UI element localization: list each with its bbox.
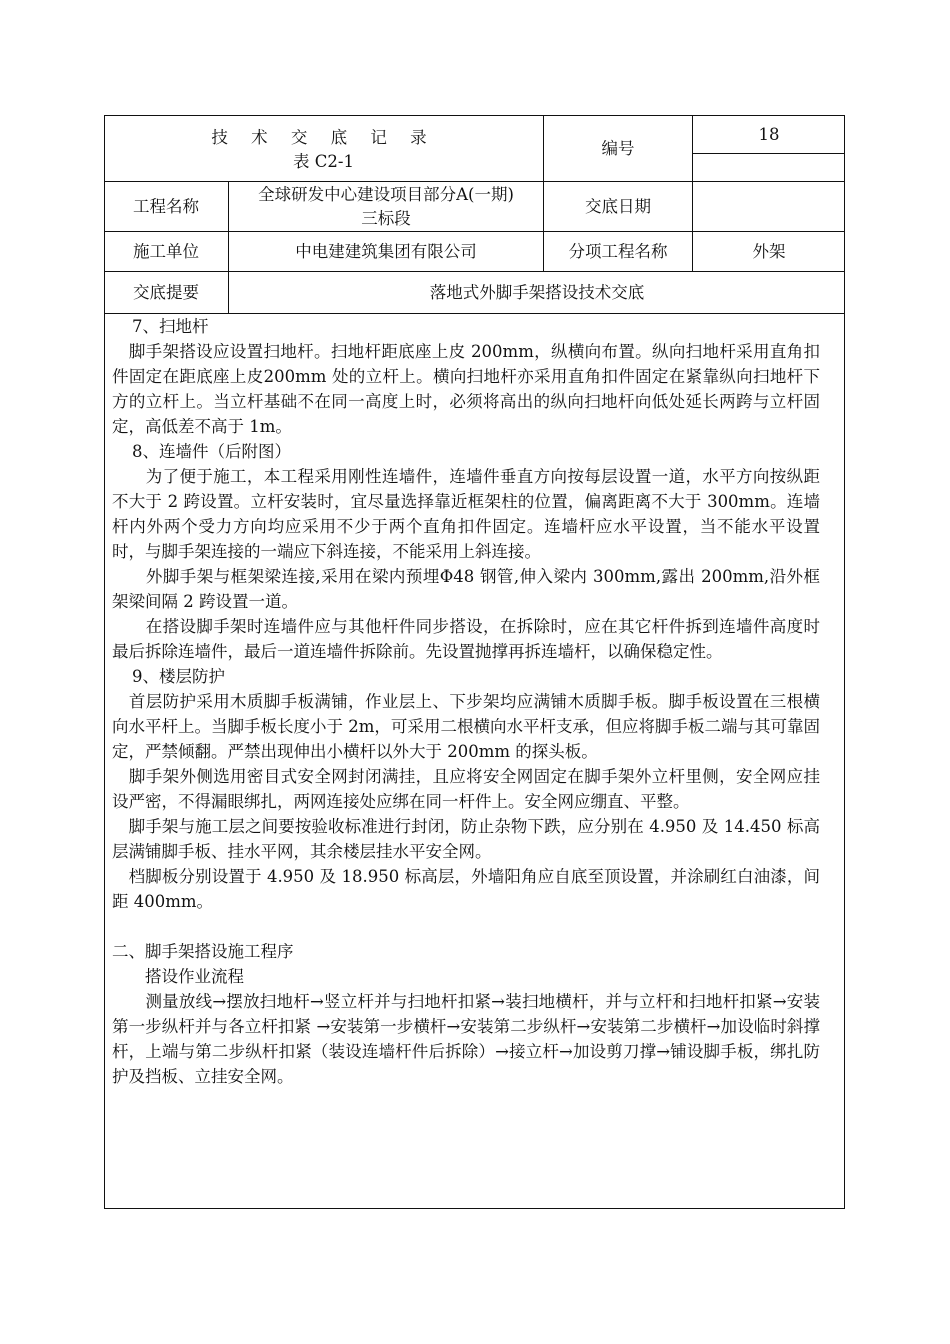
- section-heading: 二、脚手架搭设施工程序: [112, 942, 294, 961]
- subheading: 搭设作业流程: [112, 967, 244, 986]
- sub-value-cell: [693, 232, 845, 271]
- form-title-cell: [104, 118, 543, 181]
- unit-value-cell: [229, 232, 543, 271]
- sub-label-cell: [544, 232, 692, 271]
- paragraph: 为了便于施工，本工程采用刚性连墙件，连墙件垂直方向按每层设置一道，水平方向按纵距不大于 2 跨设置。立杆安装时，宜尽量选择靠近框架柱的位置，偏离距离不大于 300mm。连墙杆内外两个受力方向均应采用不少于两个直角扣件固定。连墙杆应水平设置，当不能水平设置时，与脚手架连接的一端应下斜连接，不能采用上斜连接。: [112, 467, 820, 561]
- project-value-line1: 全球研发中心建设项目部分A(一期): [258, 184, 514, 204]
- paragraph: 首层防护采用木质脚手板满铺，作业层上、下步架均应满铺木质脚手板。脚手板设置在三根横向水平杆上。当脚手板长度小于 2m，可采用二根横向水平杆支承，但应将脚手板二端与其可靠固定，严禁倾翻。严禁出现伸出小横杆以外大于 200mm 的探头板。: [112, 692, 820, 761]
- project-label: 工程名称: [133, 196, 199, 216]
- date-label: 交底日期: [585, 196, 651, 216]
- paragraph: 脚手架搭设应设置扫地杆。扫地杆距底座上皮 200mm，纵横向布置。纵向扫地杆采用直角扣件固定在距底座上皮200mm 处的立杆上。横向扫地杆亦采用直角扣件固定在紧靠纵向扫地杆下方的立杆上。当立杆基础不在同一高度上时，必须将高出的纵向扫地杆向低处延长两跨与立杆固定，高低差不高于 1m。: [112, 342, 820, 436]
- paragraph: 脚手架与施工层之间要按验收标准进行封闭，防止杂物下跌，应分别在 4.950 及 14.450 标高层满铺脚手板、挂水平网，其余楼层挂水平安全网。: [112, 817, 820, 861]
- heading-wall-tie: 8、连墙件（后附图）: [132, 442, 291, 461]
- number-value-cell-2: [693, 154, 845, 181]
- paragraph: 测量放线→摆放扫地杆→竖立杆并与扫地杆扣紧→装扫地横杆，并与立杆和扫地杆扣紧→安装第一步纵杆并与各立杆扣紧 →安装第一步横杆→安装第二步纵杆→安装第二步横杆→加设临时斜撑杆，上端与第二步纵杆扣紧（装设连墙杆件后拆除）→接立杆→加设剪刀撑→铺设脚手板，绑扎防护及挡板、立挂安全网。: [112, 992, 820, 1086]
- form-title: 技 术 交 底 记 录: [211, 127, 436, 147]
- paragraph: 脚手架外侧选用密目式安全网封闭满挂，且应将安全网固定在脚手架外立杆里侧，安全网应挂设严密，不得漏眼绑扎，两网连接处应绑在同一杆件上。安全网应绷直、平整。: [112, 767, 820, 811]
- date-value-cell: [693, 182, 845, 231]
- summary-value-cell: [229, 272, 845, 313]
- date-label-cell: [544, 182, 692, 231]
- unit-label-cell: [104, 232, 228, 271]
- paragraph: 档脚板分别设置于 4.950 及 18.950 标高层，外墙阳角应自底至顶设置，并涂刷红白油漆，间距 400mm。: [112, 867, 820, 911]
- summary-label: 交底提要: [133, 282, 199, 302]
- project-label-cell: [104, 182, 228, 231]
- heading-floor-protection: 9、楼层防护: [132, 667, 225, 686]
- form-number: 表 C2-1: [293, 151, 354, 171]
- unit-label: 施工单位: [133, 241, 199, 261]
- sub-project-value: 外架: [752, 241, 786, 261]
- number-label: 编号: [601, 139, 635, 158]
- number-value: 18: [758, 125, 780, 144]
- summary-label-cell: [104, 272, 228, 313]
- disclosure-content: [112, 314, 820, 1089]
- unit-value: 中电建建筑集团有限公司: [295, 241, 477, 261]
- sub-project-label: 分项工程名称: [568, 241, 668, 261]
- number-value-cell: [693, 117, 845, 153]
- project-value-cell: [229, 182, 543, 231]
- summary-value: 落地式外脚手架搭设技术交底: [429, 282, 645, 302]
- blank-line: [112, 914, 820, 939]
- project-value-line2: 三标段: [361, 208, 411, 228]
- paragraph: 外脚手架与框架梁连接,采用在梁内预埋Φ48 钢管,伸入梁内 300mm,露出 200mm,沿外框架梁间隔 2 跨设置一道。: [112, 567, 820, 611]
- paragraph: 在搭设脚手架时连墙件应与其他杆件同步搭设，在拆除时，应在其它杆件拆到连墙件高度时最后拆除连墙件，最后一道连墙件拆除前。先设置抛撑再拆连墙杆，以确保稳定性。: [112, 617, 820, 661]
- number-label-cell: [544, 117, 692, 181]
- heading-sweep-pole: 7、扫地杆: [132, 317, 209, 336]
